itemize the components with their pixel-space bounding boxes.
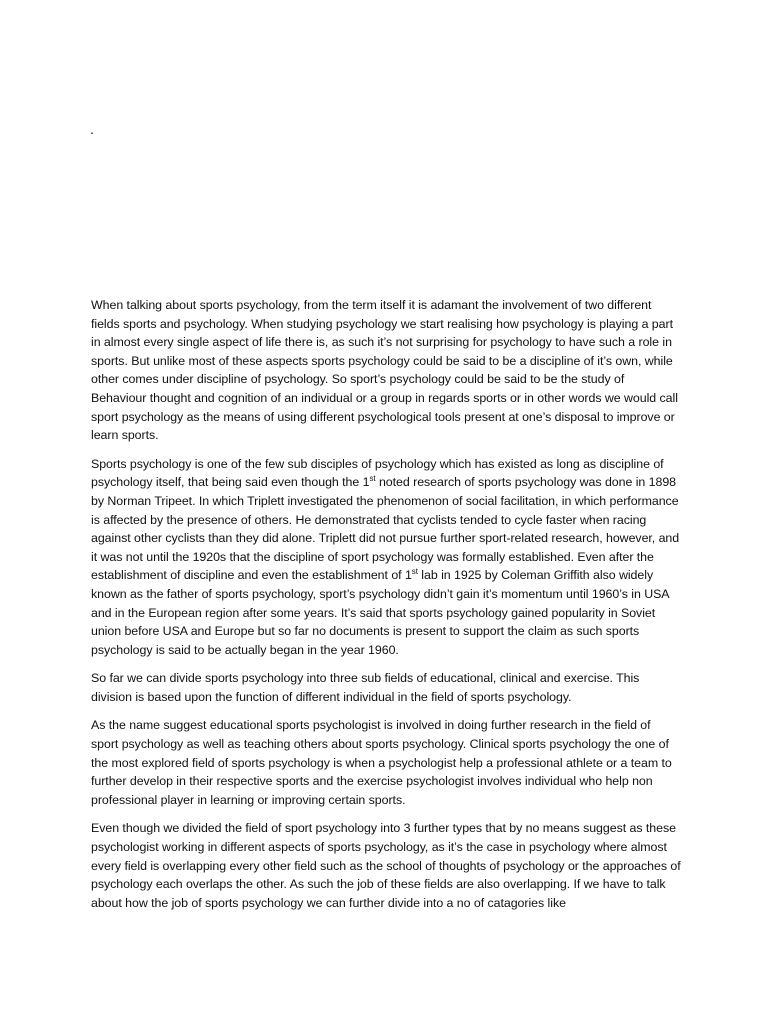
paragraph-subfields: So far we can divide sports psychology into three sub fields of educational, clinical and exercise. This division is based upon the function of different individual in the field of sports psychology.: [91, 671, 640, 704]
paragraph-overlap: Even though we divided the field of sport psychology into 3 further types that by no means suggest as these psychologist working in different aspects of sports psychology, as it’s the case in psychology where almost every field is overlapping every other field such as the school of thoughts of psychology or the approaches of psychology each overlaps the other. As such the job of these fields are also overlapping. If we have to talk about how the job of sports psychology we can further divide into a no of catagories like: [91, 821, 681, 910]
paragraph-history: [91, 455, 681, 660]
paragraph-intro: When talking about sports psychology, from the term itself it is adamant the involvement of two different fields sports and psychology. When studying psychology we start realising how psychology is playing a part in almost every single aspect of life there is, as such it’s not surprising for psychology to have such a role in sports. But unlike most of these aspects sports psychology could be said to be a discipline of it’s own, while other comes under discipline of psychology. So sport’s psychology could be said to be the study of Behaviour thought and cognition of an individual or a group in regards sports or in other words we would call sport psychology as the means of using different psychological tools present at one’s disposal to improve or learn sports.: [91, 298, 678, 443]
ordinal-suffix: st: [411, 567, 418, 577]
paragraph-roles: As the name suggest educational sports psychologist is involved in doing further research in the field of sport psychology as well as teaching others about sports psychology. Clinical sports psychology the one of the most explored field of sports psychology is when a psychologist help a professional athlete or a team to further develop in their respective sports and the exercise psychologist involves individual who help non professional player in learning or improving certain sports.: [91, 718, 672, 807]
paragraph-history-part3: lab in 1925 by Coleman Griffith also widely known as the father of sports psychology, sport’s psychology didn’t gain it’s momentum until 1960’s in USA and in the European region after some years. It’s said that sports psychology gained popularity in Soviet union before USA and Europe but so far no documents is present to support the claim as such sports psychology is said to be actually began in the year 1960.: [91, 568, 669, 657]
ordinal-suffix: st: [369, 474, 376, 484]
document-body: [91, 296, 681, 922]
paragraph-history-part2: noted research of sports psychology was done in 1898 by Norman Tripeet. In which Triplett investigated the phenomenon of social facilitation, in which performance is affected by the presence of others. He demonstrated that cyclists tended to cycle faster when racing against other cyclists than they did alone. Triplett did not pursue further sport-related research, however, and it was not until the 1920s that the discipline of sport psychology was formally established. Even after the establishment of discipline and even the establishment of 1: [91, 475, 680, 583]
paragraph-history-part1: Sports psychology is one of the few sub disciples of psychology which has existed as long as discipline of psychology itself, that being said even though the 1: [91, 456, 664, 490]
page-mark: .: [90, 121, 94, 137]
